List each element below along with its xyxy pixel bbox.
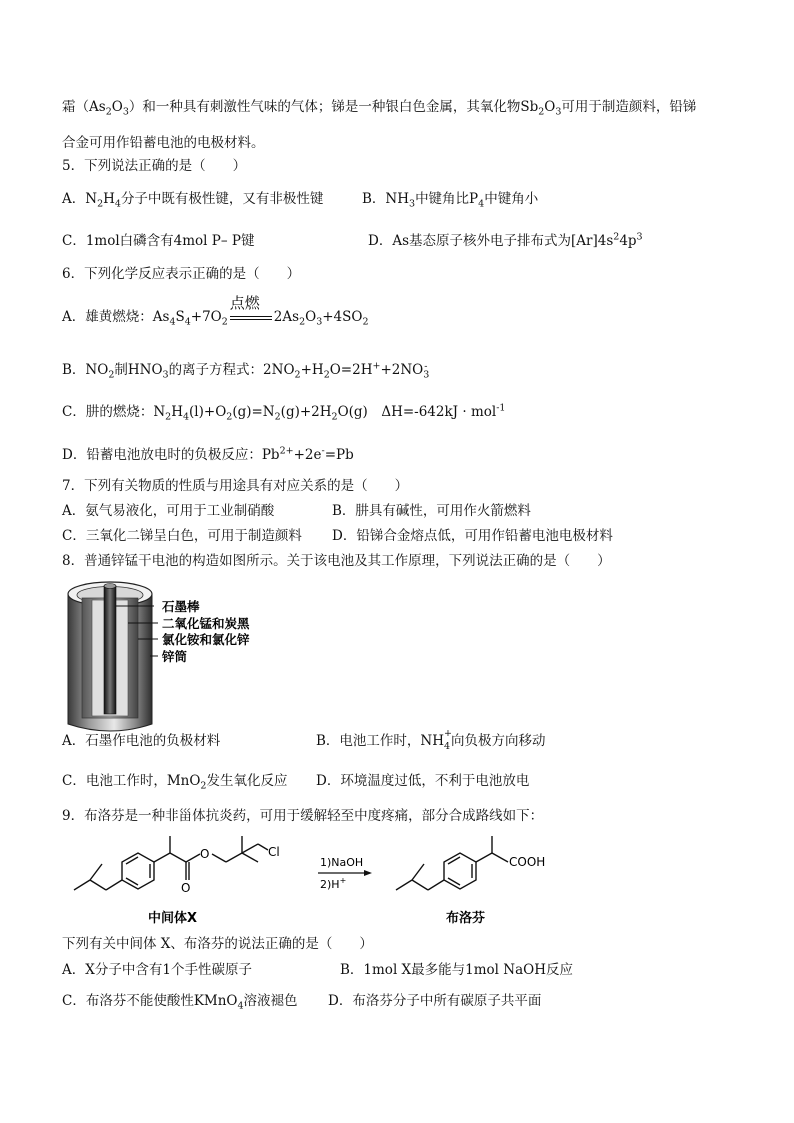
- step1-label: 1)NaOH: [320, 856, 364, 869]
- q6-option-c: C．肼的燃烧：$N_2H_4(l)+O_2(g)=N_2(g)+2H_2O(g)$ ΔH=-642kJ · mol$^{-1}$: [62, 402, 506, 423]
- carbonyl-oxygen-label: O: [181, 881, 191, 895]
- q5-option-d: D．As基态原子核外电子排布式为$[Ar]4s^24p^3$: [368, 231, 643, 249]
- q5-stem: 5．下列说法正确的是（ ）: [62, 158, 247, 174]
- q7-option-b: B．肼具有碱性，可用作火箭燃料: [332, 503, 531, 519]
- q6-option-b: B．$NO_2$制$HNO_3$的离子方程式：$2NO_2+H_2O=2H^++2NO_3^-$: [62, 360, 430, 381]
- step2-label: 2)H+: [320, 876, 347, 891]
- q5-option-a: A．$N_2H_4$分子中既有极性键，又有非极性键: [62, 191, 324, 210]
- intermediate-x-structure: [74, 836, 268, 890]
- label-graphite-rod: 石墨棒: [162, 599, 200, 614]
- cooh-label: COOH: [509, 855, 546, 869]
- q6-stem: 6．下列化学反应表示正确的是（ ）: [62, 266, 301, 282]
- intro-line-1: 霜$(As_2O_3)$和一种具有刺激性气味的气体；锑是一种银白色金属，其氧化物$Sb_2O_3$可用于制造颜料，铅锑: [62, 99, 697, 118]
- q9-stem-2: 下列有关中间体 X、布洛芬的说法正确的是（ ）: [62, 936, 373, 952]
- ester-oxygen-label: O: [200, 847, 210, 861]
- q9-stem: 9．布洛芬是一种非甾体抗炎药，可用于缓解轻至中度疼痛，部分合成路线如下：: [62, 808, 544, 824]
- q7-option-a: A．氨气易液化，可用于工业制硝酸: [62, 503, 275, 519]
- q9-option-c: C．布洛芬不能使酸性KMnO$_4$溶液褪色: [62, 993, 298, 1012]
- q6-option-d: D．铅蓄电池放电时的负极反应：$Pb^{2+}+2e^-=Pb$: [62, 445, 354, 463]
- q9-option-d: D．布洛芬分子中所有碳原子共平面: [328, 993, 542, 1009]
- battery-diagram: [62, 576, 262, 738]
- q9-option-a: A．X分子中含有1个手性碳原子: [62, 962, 252, 978]
- q5-option-c: C．1mol白磷含有4mol P– P键: [62, 233, 255, 249]
- q6-option-a: A．雄黄燃烧：$As_4S_4+7O_2$ 点燃 $2As_2O_3+4SO_2$: [62, 293, 369, 328]
- synthesis-route: [62, 828, 562, 932]
- q8-option-b: B．电池工作时，NH + 4 向负极方向移动: [316, 728, 546, 752]
- label-mno2-carbon: 二氧化锰和炭黑: [162, 616, 250, 631]
- graphite-rod: [104, 584, 116, 715]
- reaction-condition: 点燃: [228, 311, 274, 325]
- q9-option-b: B．1mol X最多能与1mol NaOH反应: [340, 962, 573, 978]
- q7-stem: 7．下列有关物质的性质与用途具有对应关系的是（ ）: [62, 478, 409, 494]
- q8-stem: 8．普通锌锰干电池的构造如图所示。关于该电池及其工作原理，下列说法正确的是（ ）: [62, 553, 611, 569]
- q7-option-c: C．三氧化二锑呈白色，可用于制造颜料: [62, 528, 302, 544]
- q8-option-a: A．石墨作电池的负极材料: [62, 733, 221, 749]
- q8-option-c: C．电池工作时，MnO$_2$发生氧化反应: [62, 773, 288, 792]
- q7-option-d: D．铅锑合金熔点低，可用作铅蓄电池电极材料: [332, 528, 613, 544]
- intro-line-2: 合金可用作铅蓄电池的电极材料。: [62, 135, 265, 151]
- label-nh4cl-zncl2: 氯化铵和氯化锌: [162, 632, 250, 647]
- q5-option-b: B．$NH_3$中键角比$P_4$中键角小: [362, 191, 539, 210]
- q8-option-d: D．环境温度过低，不利于电池放电: [316, 773, 530, 789]
- chlorine-label: Cl: [268, 845, 280, 859]
- ibuprofen-structure: [396, 836, 508, 890]
- intermediate-x-name: 中间体X: [148, 911, 198, 926]
- label-zinc-can: 锌筒: [162, 649, 188, 664]
- ibuprofen-name: 布洛芬: [446, 911, 486, 926]
